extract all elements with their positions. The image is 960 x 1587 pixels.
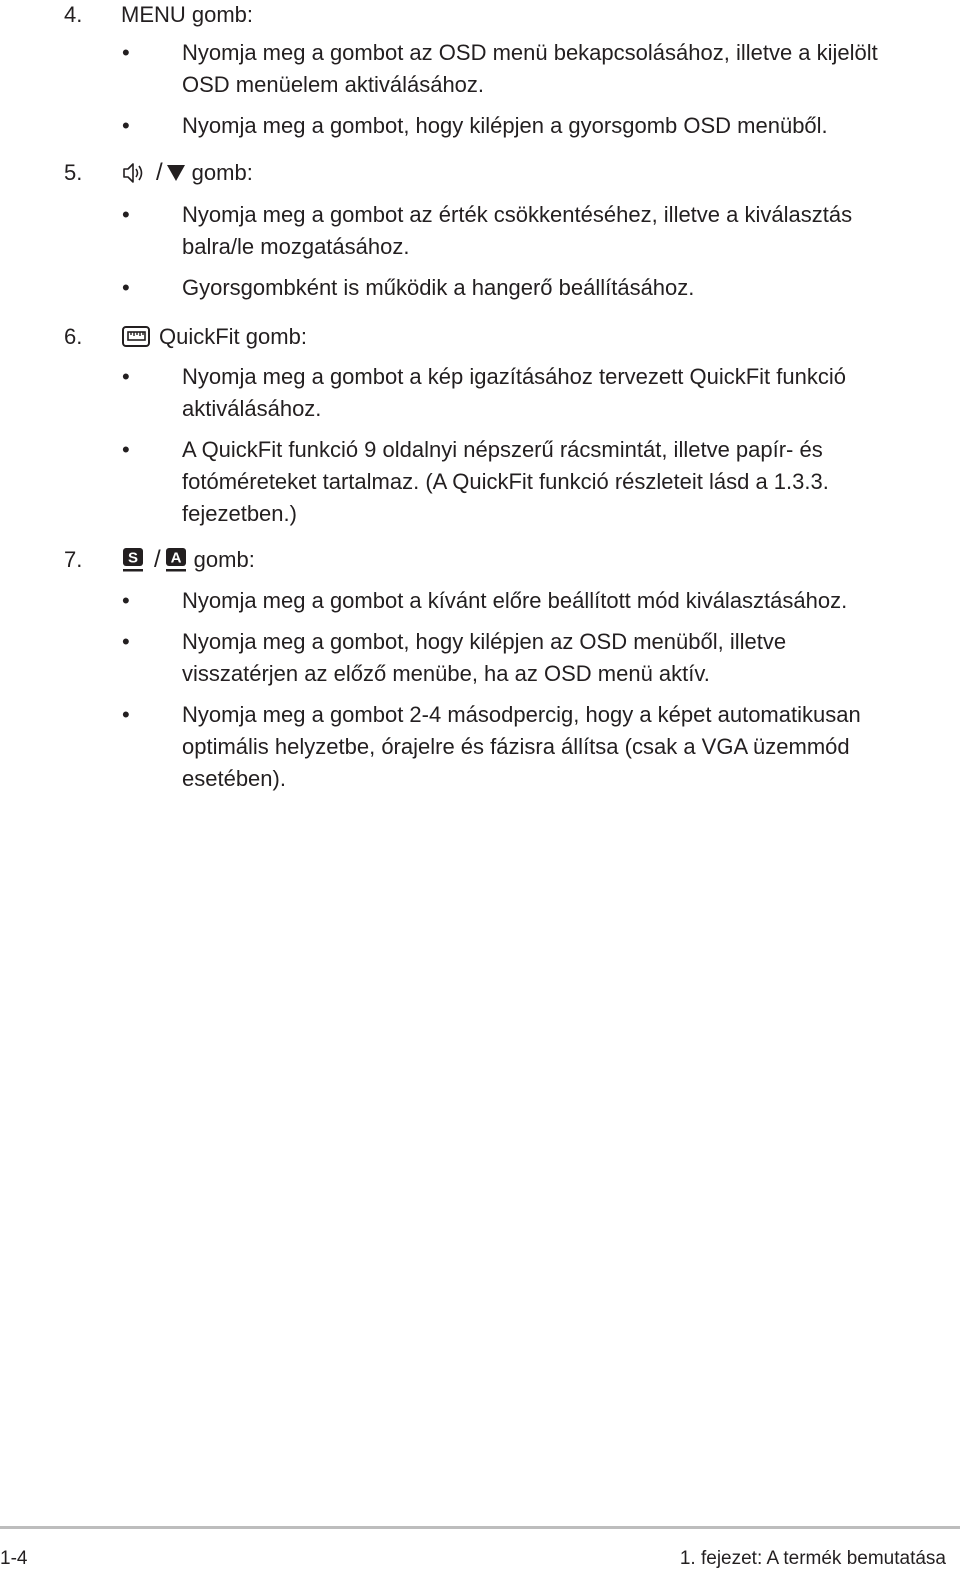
bullet-line: fejezetben.) [182, 501, 297, 526]
bullet-symbol: • [122, 629, 130, 654]
bullet-text [182, 37, 942, 101]
bullet-line: visszatérjen az előző menübe, ha az OSD menü aktív. [182, 661, 710, 686]
item-title: gomb: [191, 160, 253, 185]
slash-separator: / [156, 159, 163, 186]
bullet-symbol: • [122, 437, 130, 462]
item-4-heading [64, 0, 253, 30]
bullet-symbol: • [122, 588, 130, 613]
bullet-line: fotóméreteket tartalmaz. (A QuickFit funkció részleteit lásd a 1.3.3. [182, 469, 829, 494]
bullet-line: aktiválásához. [182, 396, 322, 421]
bullet-line: A QuickFit funkció 9 oldalnyi népszerű rácsmintát, illetve papír- és [182, 437, 823, 462]
a-key-icon [164, 547, 188, 573]
item-number: 6. [64, 324, 83, 349]
item-number: 7. [64, 547, 83, 572]
bullet-line: Nyomja meg a gombot, hogy kilépjen az OSD menüből, illetve [182, 629, 787, 654]
slash-separator: / [154, 546, 161, 573]
bullet-text [182, 699, 942, 795]
item-title: QuickFit gomb: [159, 324, 307, 349]
bullet-text [182, 626, 942, 690]
bullet-text [182, 110, 942, 142]
bullet-line: Nyomja meg a gombot a kép igazításához tervezett QuickFit funkció [182, 364, 846, 389]
bullet-line: Nyomja meg a gombot az OSD menü bekapcsolásához, illetve a kijelölt [182, 40, 878, 65]
bullet-symbol: • [122, 364, 130, 389]
bullet-text [182, 585, 942, 617]
triangle-down-icon [166, 163, 186, 183]
bullet-text [182, 434, 942, 530]
item-title: gomb: [193, 547, 255, 572]
bullet-line: Gyorsgombként is működik a hangerő beállításához. [182, 275, 695, 300]
item-6-heading [64, 322, 307, 352]
bullet-line: OSD menüelem aktiválásához. [182, 72, 485, 97]
bullet-text [182, 361, 942, 425]
item-5-heading [64, 158, 253, 188]
a-key-letter: A [170, 549, 182, 567]
bullet-symbol: • [122, 40, 130, 65]
item-number: 5. [64, 160, 83, 185]
footer-divider [0, 1526, 960, 1529]
bullet-line: balra/le mozgatásához. [182, 234, 410, 259]
s-key-icon [121, 547, 145, 573]
item-number: 4. [64, 2, 83, 27]
bullet-symbol: • [122, 275, 130, 300]
bullet-text [182, 199, 942, 263]
bullet-line: esetében). [182, 766, 286, 791]
bullet-line: Nyomja meg a gombot 2-4 másodpercig, hogy a képet automatikusan [182, 702, 861, 727]
bullet-line: Nyomja meg a gombot, hogy kilépjen a gyorsgomb OSD menüből. [182, 113, 828, 138]
speaker-icon [121, 161, 147, 185]
bullet-text [182, 272, 942, 304]
bullet-symbol: • [122, 113, 130, 138]
s-key-letter: S [127, 549, 139, 567]
bullet-symbol: • [122, 202, 130, 227]
chapter-title: 1. fejezet: A termék bemutatása [679, 1548, 946, 1569]
bullet-line: Nyomja meg a gombot az érték csökkentéséhez, illetve a kiválasztás [182, 202, 853, 227]
item-title: MENU gomb: [121, 2, 254, 27]
bullet-line: optimális helyzetbe, órajelre és fázisra állítsa (csak a VGA üzemmód [182, 734, 850, 759]
bullet-line: Nyomja meg a gombot a kívánt előre beállított mód kiválasztásához. [182, 588, 848, 613]
item-7-heading [64, 545, 255, 575]
quickfit-icon [121, 324, 153, 350]
bullet-symbol: • [122, 702, 130, 727]
page-number: 1-4 [0, 1548, 28, 1569]
